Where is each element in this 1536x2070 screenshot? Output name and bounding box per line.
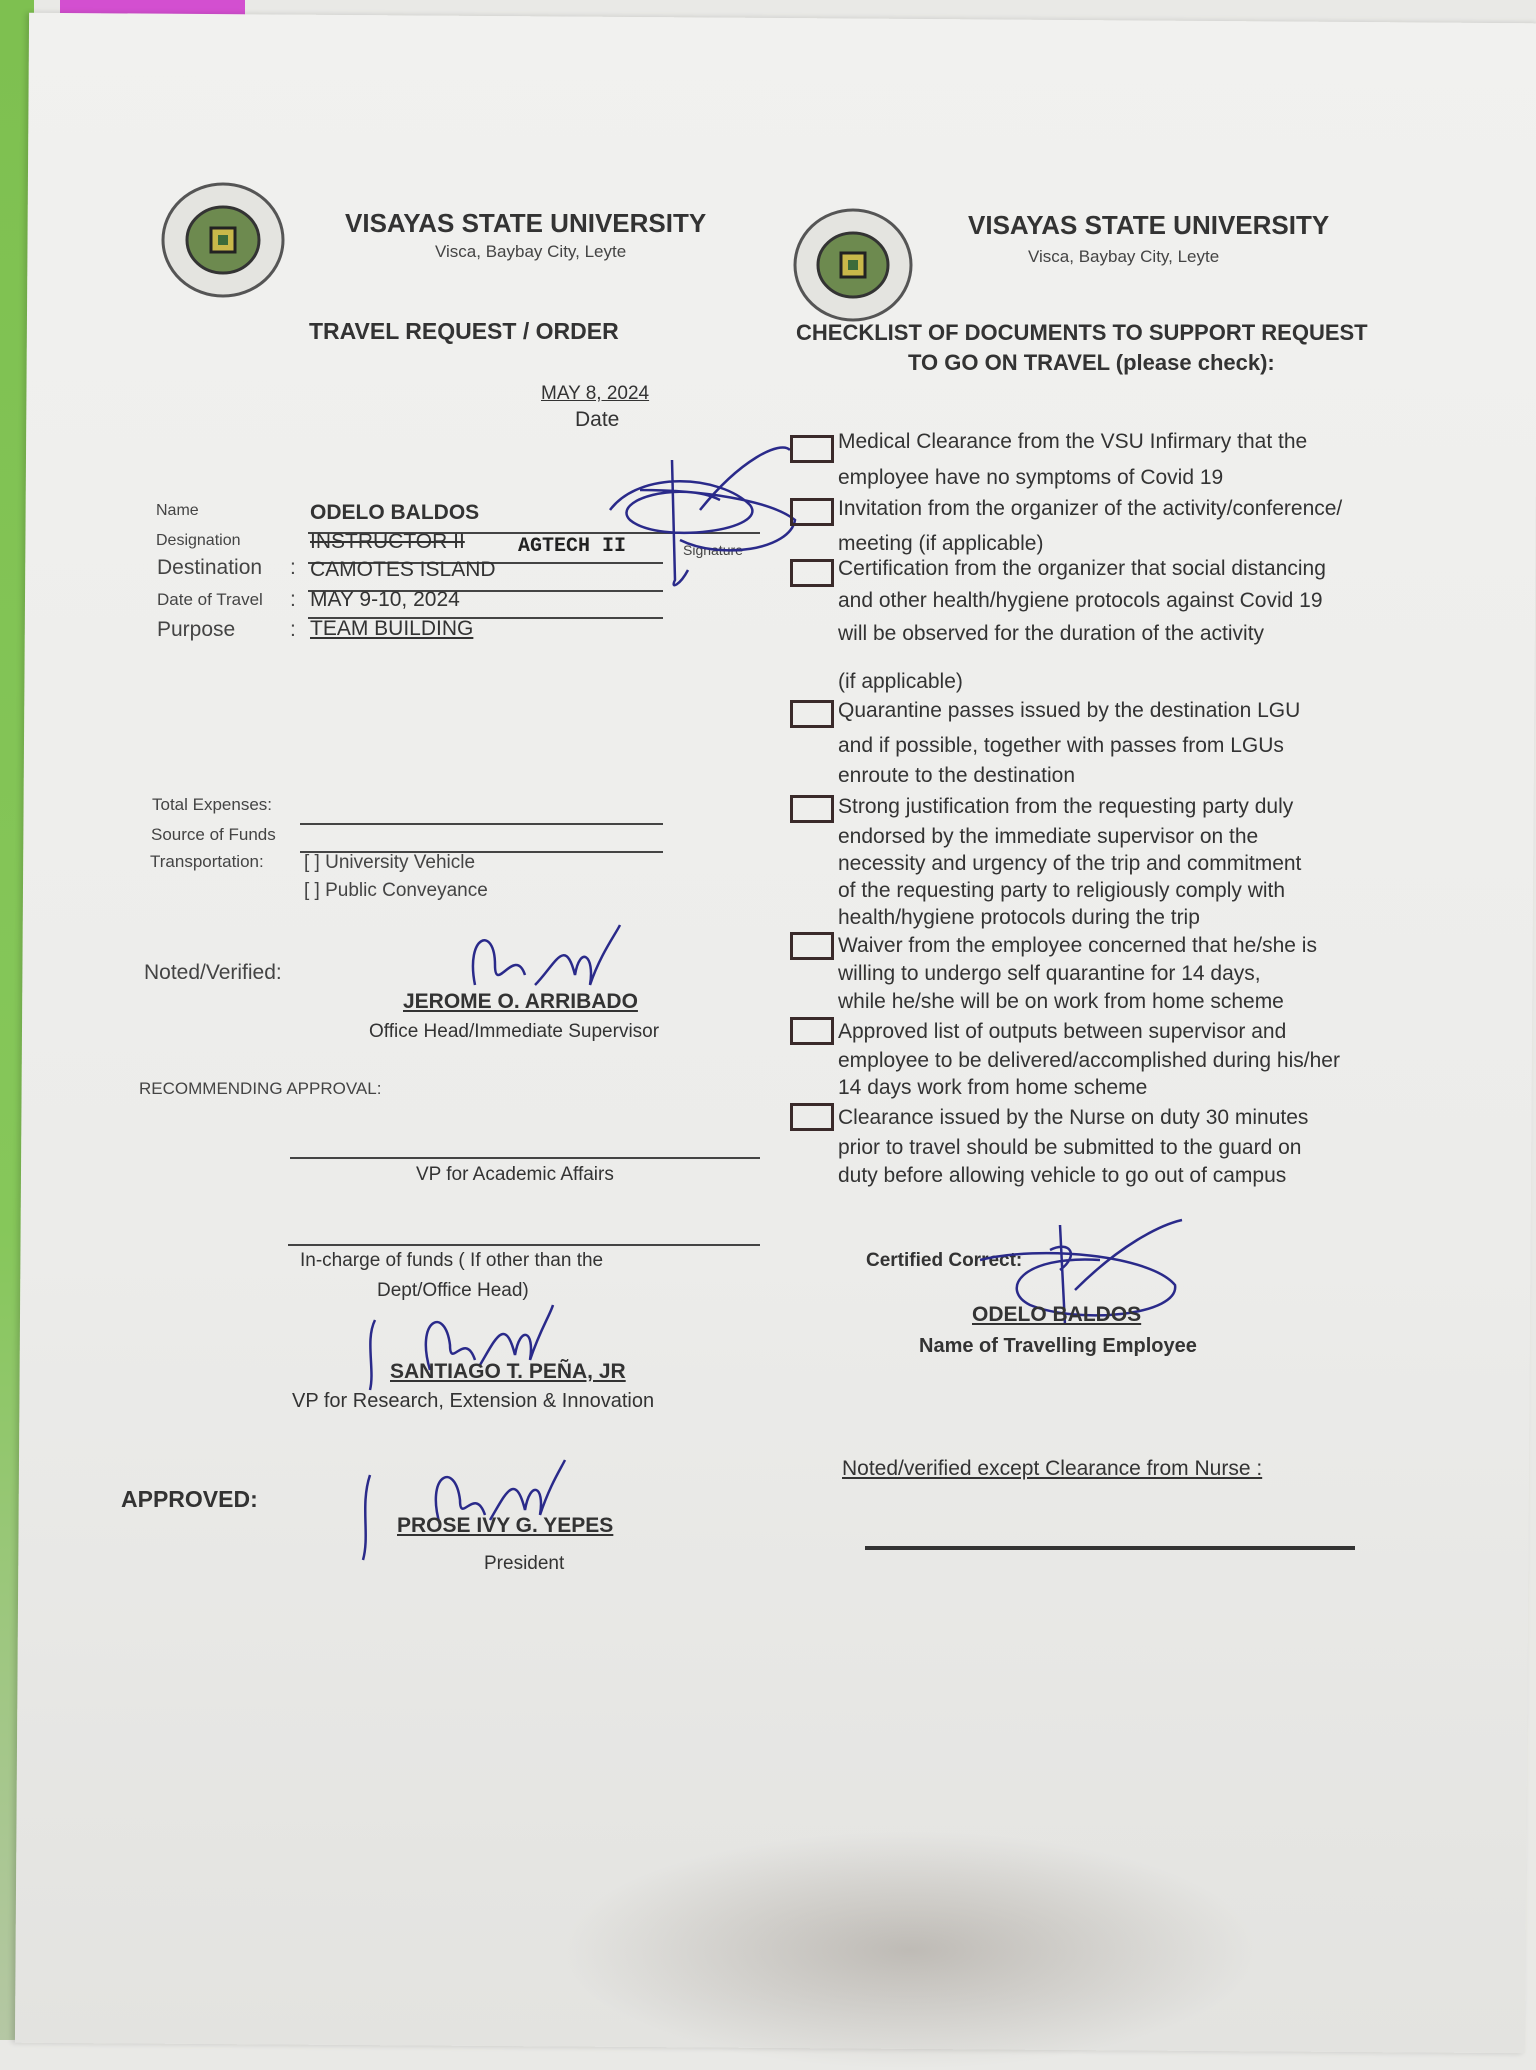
funds-incharge-label-2: Dept/Office Head) — [377, 1280, 529, 1301]
source-of-funds-label: Source of Funds — [151, 825, 276, 844]
university-seal-right — [792, 206, 914, 324]
checklist-item-text: health/hygiene protocols during the trip — [838, 906, 1200, 929]
checklist-item-text: Clearance issued by the Nurse on duty 30 minutes — [838, 1106, 1309, 1129]
checklist-item-text: Approved list of outputs between supervisor and — [838, 1020, 1287, 1043]
noted-verified-label: Noted/Verified: — [144, 961, 282, 984]
purpose-label: Purpose — [157, 618, 236, 641]
date-label: Date — [575, 408, 620, 431]
president-signature — [355, 1455, 575, 1565]
date-of-travel-value: MAY 9-10, 2024 — [310, 588, 460, 611]
nurse-signature-line — [865, 1546, 1355, 1550]
transportation-label: Transportation: — [150, 852, 264, 871]
signature-label: Signature — [683, 542, 743, 558]
checklist-checkbox[interactable] — [790, 498, 834, 526]
vp-academic-title: VP for Academic Affairs — [416, 1164, 614, 1185]
university-address-left: Visca, Baybay City, Leyte — [435, 242, 627, 261]
checklist-item-text: duty before allowing vehicle to go out of campus — [838, 1164, 1287, 1187]
checklist-item-text: enroute to the destination — [838, 764, 1076, 787]
shadow — [560, 1830, 1260, 2070]
checklist-item-text: endorsed by the immediate supervisor on the — [838, 825, 1259, 848]
checklist-item-text: Strong justification from the requesting party duly — [838, 795, 1294, 818]
university-name-left: VISAYAS STATE UNIVERSITY — [345, 208, 707, 238]
checklist-item-text: Medical Clearance from the VSU Infirmary that the — [838, 430, 1308, 453]
checklist-item-text: and other health/hygiene protocols against Covid 19 — [838, 589, 1323, 612]
checklist-checkbox[interactable] — [790, 1103, 834, 1131]
university-seal-left — [160, 180, 286, 300]
checklist-checkbox[interactable] — [790, 435, 834, 463]
colon: : — [290, 588, 296, 611]
transport-option-university-vehicle[interactable]: [ ] University Vehicle — [304, 852, 476, 873]
checklist-item-text: prior to travel should be submitted to the guard on — [838, 1136, 1302, 1159]
checklist-heading-1: CHECKLIST OF DOCUMENTS TO SUPPORT REQUEST — [796, 320, 1368, 345]
designation-struck: INSTRUCTOR II — [310, 530, 465, 553]
name-value: ODELO BALDOS — [310, 501, 480, 524]
paper-sheet — [15, 13, 1536, 2053]
total-expenses-label: Total Expenses: — [152, 795, 273, 814]
checklist-item-text: employee have no symptoms of Covid 19 — [838, 466, 1224, 489]
funds-incharge-label: In-charge of funds ( If other than the — [300, 1250, 604, 1271]
purpose-value: TEAM BUILDING — [310, 617, 474, 640]
transport-option-public-conveyance[interactable]: [ ] Public Conveyance — [304, 880, 488, 901]
president-name: PROSE IVY G. YEPES — [397, 1514, 614, 1537]
checklist-item-text: meeting (if applicable) — [838, 532, 1044, 555]
checklist-item-text: of the requesting party to religiously comply with — [838, 879, 1286, 902]
checklist-item-text: will be observed for the duration of the activity — [838, 622, 1265, 645]
approved-label: APPROVED: — [121, 1486, 258, 1512]
request-date: MAY 8, 2024 — [541, 383, 650, 404]
nurse-note: Noted/verified except Clearance from Nurse : — [842, 1457, 1263, 1480]
colon: : — [290, 618, 296, 641]
vp-research-title: VP for Research, Extension & Innovation — [292, 1390, 655, 1412]
applicant-signature — [600, 450, 800, 590]
certified-correct-label: Certified Correct: — [866, 1250, 1023, 1271]
checklist-item-text: Certification from the organizer that social distancing — [838, 557, 1326, 580]
checklist-item-text: employee to be delivered/accomplished during his/her — [838, 1049, 1340, 1072]
form-title: TRAVEL REQUEST / ORDER — [309, 318, 619, 344]
travelling-employee-label: Name of Travelling Employee — [919, 1335, 1197, 1357]
vp-academic-signature-line — [290, 1157, 760, 1159]
checklist-item-text: Invitation from the organizer of the activity/conference/ — [838, 497, 1343, 520]
designation-handwritten: AGTECH II — [518, 535, 627, 558]
designation-label: Designation — [156, 532, 241, 549]
date-of-travel-label: Date of Travel — [157, 590, 263, 609]
checklist-item-text: Waiver from the employee concerned that he/she is — [838, 934, 1317, 957]
checklist-item-text: (if applicable) — [838, 670, 963, 693]
name-label: Name — [156, 502, 199, 519]
vp-research-name: SANTIAGO T. PEÑA, JR — [390, 1360, 626, 1383]
employee-name: ODELO BALDOS — [972, 1303, 1142, 1326]
checklist-item-text: willing to undergo self quarantine for 14 days, — [838, 962, 1261, 985]
supervisor-name: JEROME O. ARRIBADO — [403, 990, 638, 1013]
recommending-approval-label: RECOMMENDING APPROVAL: — [139, 1079, 382, 1098]
funds-incharge-signature-line — [288, 1244, 760, 1246]
checklist-checkbox[interactable] — [790, 932, 834, 960]
checklist-checkbox[interactable] — [790, 1017, 834, 1045]
colon: : — [290, 556, 296, 579]
university-name-right: VISAYAS STATE UNIVERSITY — [968, 210, 1330, 240]
university-address-right: Visca, Baybay City, Leyte — [1028, 247, 1220, 266]
destination-label: Destination — [157, 556, 263, 579]
president-title: President — [484, 1553, 565, 1574]
supervisor-title: Office Head/Immediate Supervisor — [369, 1021, 660, 1042]
checklist-item-text: Quarantine passes issued by the destination LGU — [838, 699, 1301, 722]
total-expenses-line — [300, 823, 663, 825]
destination-value: CAMOTES ISLAND — [310, 558, 496, 581]
checklist-checkbox[interactable] — [790, 795, 834, 823]
checklist-item-text: necessity and urgency of the trip and commitment — [838, 852, 1302, 875]
checklist-checkbox[interactable] — [790, 700, 834, 728]
checklist-checkbox[interactable] — [790, 559, 834, 587]
checklist-item-text: and if possible, together with passes from LGUs — [838, 734, 1284, 757]
checklist-heading-2: TO GO ON TRAVEL (please check): — [908, 350, 1275, 375]
checklist-item-text: 14 days work from home scheme — [838, 1076, 1148, 1099]
checklist-item-text: while he/she will be on work from home scheme — [838, 990, 1284, 1013]
